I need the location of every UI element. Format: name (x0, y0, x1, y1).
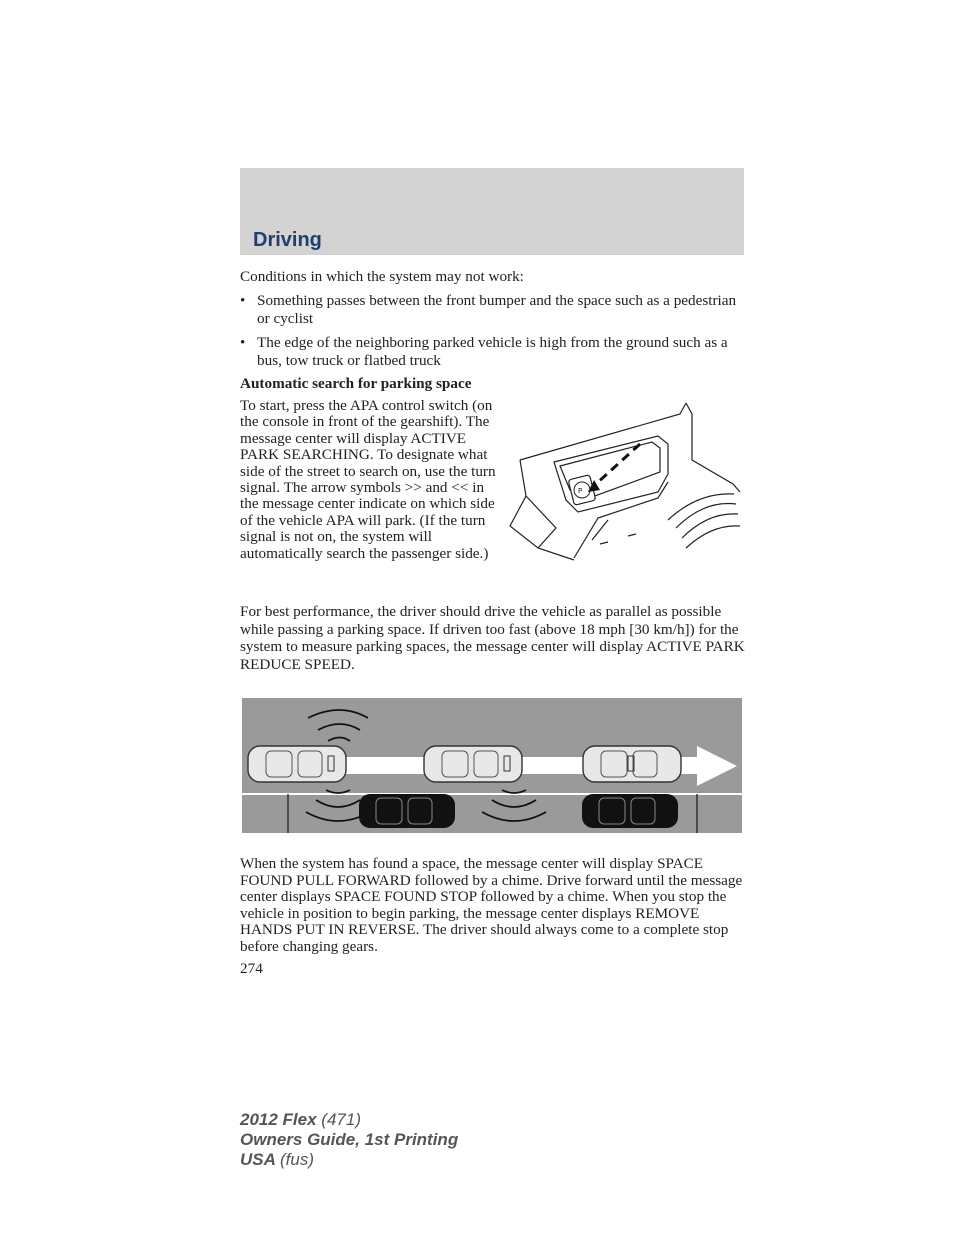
moving-vehicle-icon (424, 746, 522, 782)
footer-edition: Owners Guide, 1st Printing (240, 1130, 459, 1149)
footer-region: USA (240, 1150, 276, 1169)
list-item-text: Something passes between the front bumper and the space such as a pedestrian or cyclist (257, 292, 737, 327)
footer-code: (471) (321, 1110, 361, 1129)
parked-vehicle-icon (359, 794, 455, 828)
bullet-marker: • (240, 334, 246, 351)
bullet-marker: • (240, 292, 246, 309)
footer-model: 2012 Flex (240, 1110, 317, 1129)
intro-text: Conditions in which the system may not work: (240, 268, 524, 285)
subheading: Automatic search for parking space (240, 375, 472, 392)
moving-vehicle-icon (583, 746, 681, 782)
performance-paragraph: For best performance, the driver should drive the vehicle as parallel as possible while passing a parking space. If driven too fast (above 18 mph [30 km/h]) for the system to measure parking spaces, the message center will display ACTIVE PARK REDUCE SPEED. (240, 603, 745, 673)
page-number: 274 (240, 960, 263, 977)
moving-vehicle-icon (248, 746, 346, 782)
parked-vehicle-icon (582, 794, 678, 828)
document-footer (240, 1110, 458, 1170)
svg-text:P: P (578, 487, 583, 495)
console-switch-illustration (508, 400, 744, 565)
section-header (240, 168, 744, 255)
section-title: Driving (253, 229, 322, 251)
parking-search-illustration (242, 698, 742, 833)
space-found-paragraph: When the system has found a space, the message center will display SPACE FOUND PULL FORWARD followed by a chime. Drive forward until the message center displays SPACE FOUND STOP followed by a chime. When you stop the vehicle in position to begin parking, the message center displays REMOVE HANDS PUT IN REVERSE. The driver should always come to a complete stop before changing gears. (240, 855, 743, 955)
footer-region-code: (fus) (280, 1150, 314, 1169)
list-item-text: The edge of the neighboring parked vehicle is high from the ground such as a bus, tow truck or flatbed truck (257, 334, 728, 369)
apa-instructions: To start, press the APA control switch (on the console in front of the gearshift). The message center will display ACTIVE PARK SEARCHING. To designate what side of the street to search on, use the turn signal. The arrow symbols >> and << in the message center indicate on which side of the vehicle APA will park. (If the turn signal is not on, the system will automatically search the passenger side.) (240, 397, 496, 562)
